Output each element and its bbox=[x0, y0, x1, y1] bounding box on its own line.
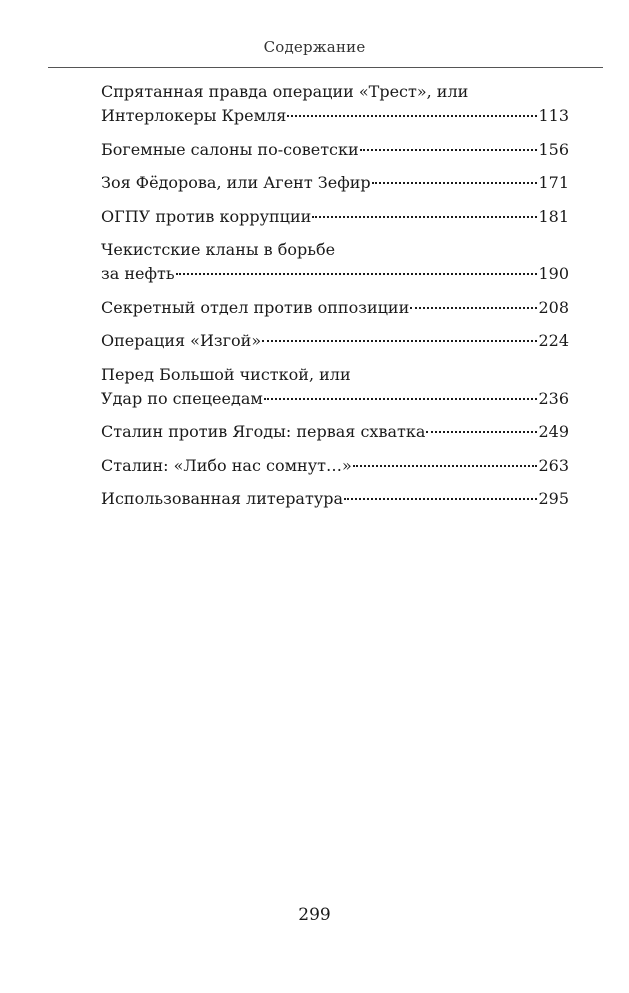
toc-entry-title-line: Сталин против Ягоды: первая схватка bbox=[101, 422, 426, 441]
dot-leader bbox=[372, 182, 538, 184]
toc-page-number: 208 bbox=[538, 297, 569, 317]
toc-entry-2 bbox=[101, 138, 569, 162]
dot-leader bbox=[312, 216, 537, 218]
toc-entry-10 bbox=[101, 454, 569, 478]
dot-leader bbox=[426, 431, 537, 433]
dot-leader bbox=[353, 465, 538, 467]
dot-leader bbox=[264, 398, 538, 400]
toc-page-number: 236 bbox=[538, 388, 569, 408]
dot-leader bbox=[360, 149, 538, 151]
toc-entry-title-line: Сталин: «Либо нас сомнут…» bbox=[101, 455, 352, 475]
toc-entry-1 bbox=[101, 80, 569, 128]
dot-leader bbox=[262, 340, 537, 342]
toc-page-number: 156 bbox=[538, 139, 569, 159]
toc-entry-title-line: Операция «Изгой» bbox=[101, 331, 262, 350]
toc-entry-title-line: Богемные салоны по-советски bbox=[101, 139, 359, 159]
toc-entry-7 bbox=[101, 329, 569, 353]
toc-entry-title-line: Зоя Фёдорова, или Агент Зефир bbox=[101, 173, 371, 192]
toc-entry-title-line: Спрятанная правда операции «Трест», или bbox=[101, 82, 469, 101]
toc-entry-11 bbox=[101, 487, 569, 511]
toc-entry-6 bbox=[101, 296, 569, 320]
toc-entry-9 bbox=[101, 420, 569, 444]
toc-entry-title-line: Интерлокеры Кремля bbox=[101, 106, 287, 125]
dot-leader bbox=[176, 273, 538, 275]
toc-entry-title-line: ОГПУ против коррупции bbox=[101, 206, 312, 226]
table-of-contents bbox=[101, 80, 569, 521]
toc-page-number: 224 bbox=[538, 331, 569, 350]
header-rule bbox=[48, 67, 603, 68]
toc-page-number: 295 bbox=[538, 489, 569, 508]
dot-leader bbox=[344, 498, 537, 500]
toc-entry-4 bbox=[101, 205, 569, 229]
toc-entry-title-line: Использованная литература bbox=[101, 489, 344, 508]
page-number: 299 bbox=[298, 905, 331, 925]
toc-entry-5 bbox=[101, 238, 569, 286]
toc-entry-title-line: за нефть bbox=[101, 264, 175, 283]
toc-page-number: 263 bbox=[538, 455, 569, 475]
toc-entry-8 bbox=[101, 363, 569, 411]
toc-entry-title-line: Чекистские кланы в борьбе bbox=[101, 240, 336, 259]
toc-page-number: 190 bbox=[538, 264, 569, 283]
running-head-title: Содержание bbox=[263, 38, 366, 56]
toc-entry-title-line: Перед Большой чисткой, или bbox=[101, 364, 351, 384]
dot-leader bbox=[287, 115, 537, 117]
dot-leader bbox=[410, 307, 537, 309]
toc-page-number: 171 bbox=[538, 173, 569, 192]
toc-entry-title-line: Удар по спецеедам bbox=[101, 388, 263, 408]
toc-entry-title-line: Секретный отдел против оппозиции bbox=[101, 297, 410, 317]
toc-page-number: 181 bbox=[538, 206, 569, 226]
toc-entry-3 bbox=[101, 171, 569, 195]
toc-page-number: 249 bbox=[538, 422, 569, 441]
toc-page-number: 113 bbox=[538, 106, 569, 125]
